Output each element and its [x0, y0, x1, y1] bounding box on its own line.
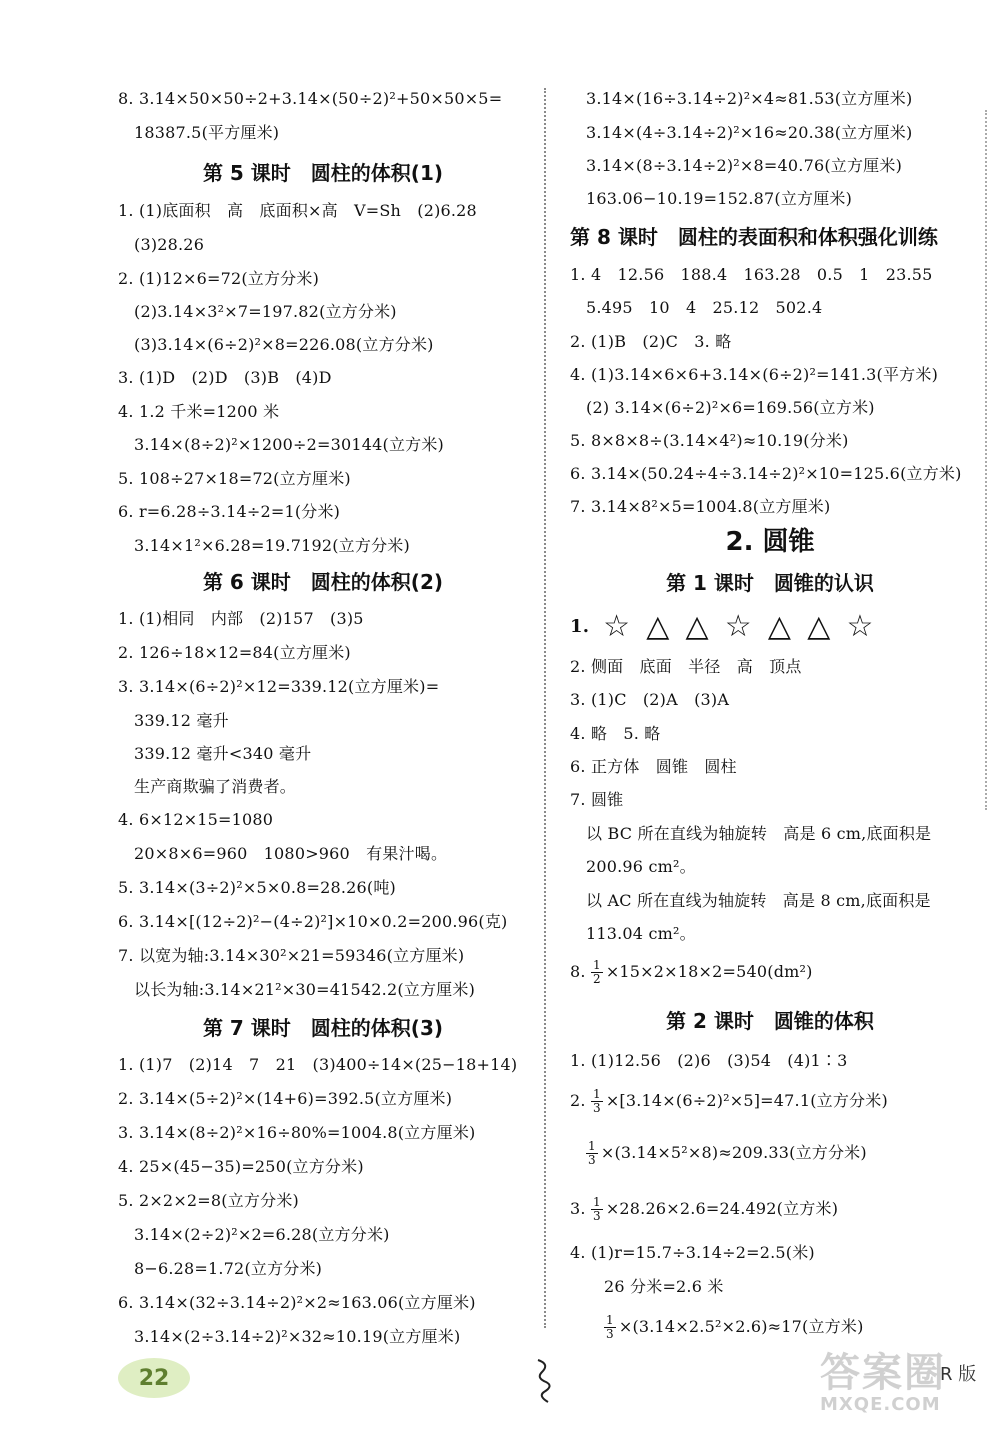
- lesson-7-heading: 第 7 课时 圆柱的体积(3): [202, 1016, 444, 1040]
- question-number: 8.: [570, 962, 586, 981]
- answer-line: (2) 3.14×(6÷2)²×6=169.56(立方米): [586, 398, 875, 417]
- answer-line: 3.14×(8÷2)²×1200÷2=30144(立方米): [134, 435, 444, 454]
- shape-answer-line: [570, 610, 874, 643]
- answer-line: 3.14×1²×6.28=19.7192(立方分米): [134, 536, 410, 555]
- answer-line: 4. 1.2 千米=1200 米: [118, 402, 280, 421]
- answer-line: 2. (1)12×6=72(立方分米): [118, 269, 320, 288]
- lesson-5-heading: 第 5 课时 圆柱的体积(1): [202, 161, 444, 185]
- answer-line: 4. 略 5. 略: [570, 724, 661, 743]
- answer-line: 6. 3.14×[(12÷2)²−(4÷2)²]×10×0.2=200.96(克): [118, 912, 508, 931]
- answer-line: 以 AC 所在直线为轴旋转 高是 8 cm,底面积是: [586, 891, 931, 910]
- page-number: 22: [138, 1365, 170, 1391]
- answer-line: 339.12 毫升: [134, 711, 229, 730]
- answer-line: 200.96 cm²。: [586, 857, 696, 876]
- answer-line: 339.12 毫升<340 毫升: [134, 744, 312, 763]
- cone-lesson-1-heading: 第 1 课时 圆锥的认识: [666, 571, 874, 595]
- answer-line: 3. 3.14×(6÷2)²×12=339.12(立方厘米)=: [118, 677, 440, 696]
- answer-line: 以 BC 所在直线为轴旋转 高是 6 cm,底面积是: [586, 824, 932, 843]
- answer-line: 7. 以宽为轴:3.14×30²×21=59346(立方厘米): [118, 946, 465, 965]
- fraction: [586, 1140, 598, 1167]
- denominator: 2: [592, 972, 601, 986]
- answer-line: 7. 圆锥: [570, 790, 624, 809]
- numerator: 1: [606, 1313, 614, 1327]
- fraction: [591, 1196, 603, 1223]
- answer-line: 3.14×(8÷3.14÷2)²×8=40.76(立方厘米): [586, 156, 903, 175]
- expression: ×[3.14×(6÷2)²×5]=47.1(立方分米): [605, 1091, 888, 1110]
- answer-line: (2)3.14×3²×7=197.82(立方分米): [134, 302, 397, 321]
- answer-line: 6. r=6.28÷3.14÷2=1(分米): [118, 502, 341, 521]
- answer-line: 2. 侧面 底面 半径 高 顶点: [570, 657, 802, 676]
- fraction-answer-line: [570, 955, 813, 988]
- star-shape-icon: ☆: [603, 609, 631, 644]
- answer-line: (3)28.26: [134, 235, 205, 254]
- squiggle-ornament-icon: [534, 1358, 558, 1404]
- watermark-title: 答案圈: [820, 1350, 946, 1396]
- triangle-shape-icon: △: [767, 609, 792, 644]
- cone-lesson-2-heading: 第 2 课时 圆锥的体积: [666, 1009, 874, 1033]
- numerator: 1: [592, 1195, 601, 1209]
- star-shape-icon: ☆: [724, 609, 752, 644]
- denominator: 3: [592, 1209, 601, 1223]
- star-shape-icon: ☆: [846, 609, 874, 644]
- site-watermark: [820, 1352, 946, 1415]
- answer-line: 3. (1)C (2)A (3)A: [570, 690, 730, 709]
- answer-line: 4. 6×12×15=1080: [118, 810, 274, 829]
- fraction: [604, 1314, 616, 1341]
- page-number-badge: [118, 1358, 190, 1398]
- fraction-answer-line: [570, 1192, 838, 1225]
- expression: ×15×2×18×2=540(dm²): [605, 962, 813, 981]
- answer-line: 8−6.28=1.72(立方分米): [134, 1259, 323, 1278]
- expression: ×28.26×2.6=24.492(立方米): [605, 1199, 839, 1218]
- denominator: 3: [592, 1101, 601, 1115]
- shape-sequence: [603, 609, 874, 644]
- answer-line: 163.06−10.19=152.87(立方厘米): [586, 189, 853, 208]
- answer-line: 3.14×(2÷2)²×2=6.28(立方分米): [134, 1225, 390, 1244]
- answer-line: 1. (1)12.56 (2)6 (3)54 (4)1∶3: [570, 1051, 848, 1070]
- edge-divider: [985, 110, 987, 810]
- answer-line: 6. 3.14×(32÷3.14÷2)²×2≈163.06(立方厘米): [118, 1293, 476, 1312]
- answer-line: 4. (1)3.14×6×6+3.14×(6÷2)²=141.3(平方米): [570, 365, 939, 384]
- denominator: 3: [588, 1153, 596, 1167]
- expression: ×(3.14×2.5²×2.6)≈17(立方米): [618, 1317, 864, 1336]
- answer-line: 5. 108÷27×18=72(立方厘米): [118, 469, 351, 488]
- triangle-shape-icon: △: [685, 609, 709, 644]
- answer-line: 3.14×(4÷3.14÷2)²×16≈20.38(立方厘米): [586, 123, 913, 142]
- numerator: 1: [588, 1139, 596, 1153]
- answer-line: 1. (1)相同 内部 (2)157 (3)5: [118, 609, 364, 628]
- question-number: 3.: [570, 1199, 586, 1218]
- answer-line: (3)3.14×(6÷2)²×8=226.08(立方分米): [134, 335, 434, 354]
- lesson-6-heading: 第 6 课时 圆柱的体积(2): [202, 570, 444, 594]
- answer-line: 5. 2×2×2=8(立方分米): [118, 1191, 299, 1210]
- answer-line: 2. 3.14×(5÷2)²×(14+6)=392.5(立方厘米): [118, 1089, 453, 1108]
- answer-line: 6. 3.14×(50.24÷4÷3.14÷2)²×10=125.6(立方米): [570, 464, 962, 483]
- triangle-shape-icon: △: [646, 609, 670, 644]
- denominator: 3: [606, 1327, 614, 1341]
- fraction-answer-line: [586, 1136, 867, 1169]
- fraction: [591, 959, 603, 986]
- answer-line: 5. 8×8×8÷(3.14×4²)≈10.19(分米): [570, 431, 849, 450]
- answer-line: 4. (1)r=15.7÷3.14÷2=2.5(米): [570, 1243, 815, 1262]
- answer-line: 20×8×6=960 1080>960 有果汁喝。: [134, 844, 448, 863]
- unit-heading: 2. 圆锥: [725, 527, 815, 557]
- edition-label: R 版: [940, 1364, 977, 1385]
- answer-line: 8. 3.14×50×50÷2+3.14×(50÷2)²+50×50×5=: [118, 89, 503, 108]
- answer-line: 6. 正方体 圆锥 圆柱: [570, 757, 737, 776]
- answer-line: 2. 126÷18×12=84(立方厘米): [118, 643, 351, 662]
- answer-line: 生产商欺骗了消费者。: [134, 777, 297, 796]
- expression: ×(3.14×5²×8)≈209.33(立方分米): [600, 1143, 867, 1162]
- answer-line: 1. (1)底面积 高 底面积×高 V=Sh (2)6.28: [118, 201, 477, 220]
- question-number: 2.: [570, 1091, 586, 1110]
- answer-line: 18387.5(平方厘米): [134, 123, 280, 142]
- column-divider: [544, 88, 546, 1328]
- answer-line: 26 分米=2.6 米: [604, 1277, 724, 1296]
- question-number: 1.: [570, 616, 590, 637]
- answer-line: 2. (1)B (2)C 3. 略: [570, 332, 732, 351]
- answer-line: 1. (1)7 (2)14 7 21 (3)400÷14×(25−18+14): [118, 1055, 518, 1074]
- lesson-8-heading: 第 8 课时 圆柱的表面积和体积强化训练: [570, 225, 938, 249]
- answer-line: 113.04 cm²。: [586, 924, 696, 943]
- answer-line: 4. 25×(45−35)=250(立方分米): [118, 1157, 364, 1176]
- fraction: [591, 1088, 603, 1115]
- answer-line: 3. (1)D (2)D (3)B (4)D: [118, 368, 332, 387]
- fraction-answer-line: [604, 1310, 864, 1343]
- triangle-shape-icon: △: [807, 609, 831, 644]
- answer-line: 5.495 10 4 25.12 502.4: [586, 298, 823, 317]
- numerator: 1: [592, 958, 601, 972]
- answer-line: 3.14×(16÷3.14÷2)²×4≈81.53(立方厘米): [586, 89, 913, 108]
- answer-line: 3.14×(2÷3.14÷2)²×32≈10.19(立方厘米): [134, 1327, 461, 1346]
- answer-line: 5. 3.14×(3÷2)²×5×0.8=28.26(吨): [118, 878, 396, 897]
- answer-line: 3. 3.14×(8÷2)²×16÷80%=1004.8(立方厘米): [118, 1123, 476, 1142]
- answer-line: 1. 4 12.56 188.4 163.28 0.5 1 23.55: [570, 265, 933, 284]
- watermark-url: MXQE.COM: [820, 1394, 941, 1415]
- fraction-answer-line: [570, 1084, 888, 1117]
- answer-line: 7. 3.14×8²×5=1004.8(立方厘米): [570, 497, 831, 516]
- numerator: 1: [592, 1087, 601, 1101]
- answer-line: 以长为轴:3.14×21²×30=41542.2(立方厘米): [134, 980, 476, 999]
